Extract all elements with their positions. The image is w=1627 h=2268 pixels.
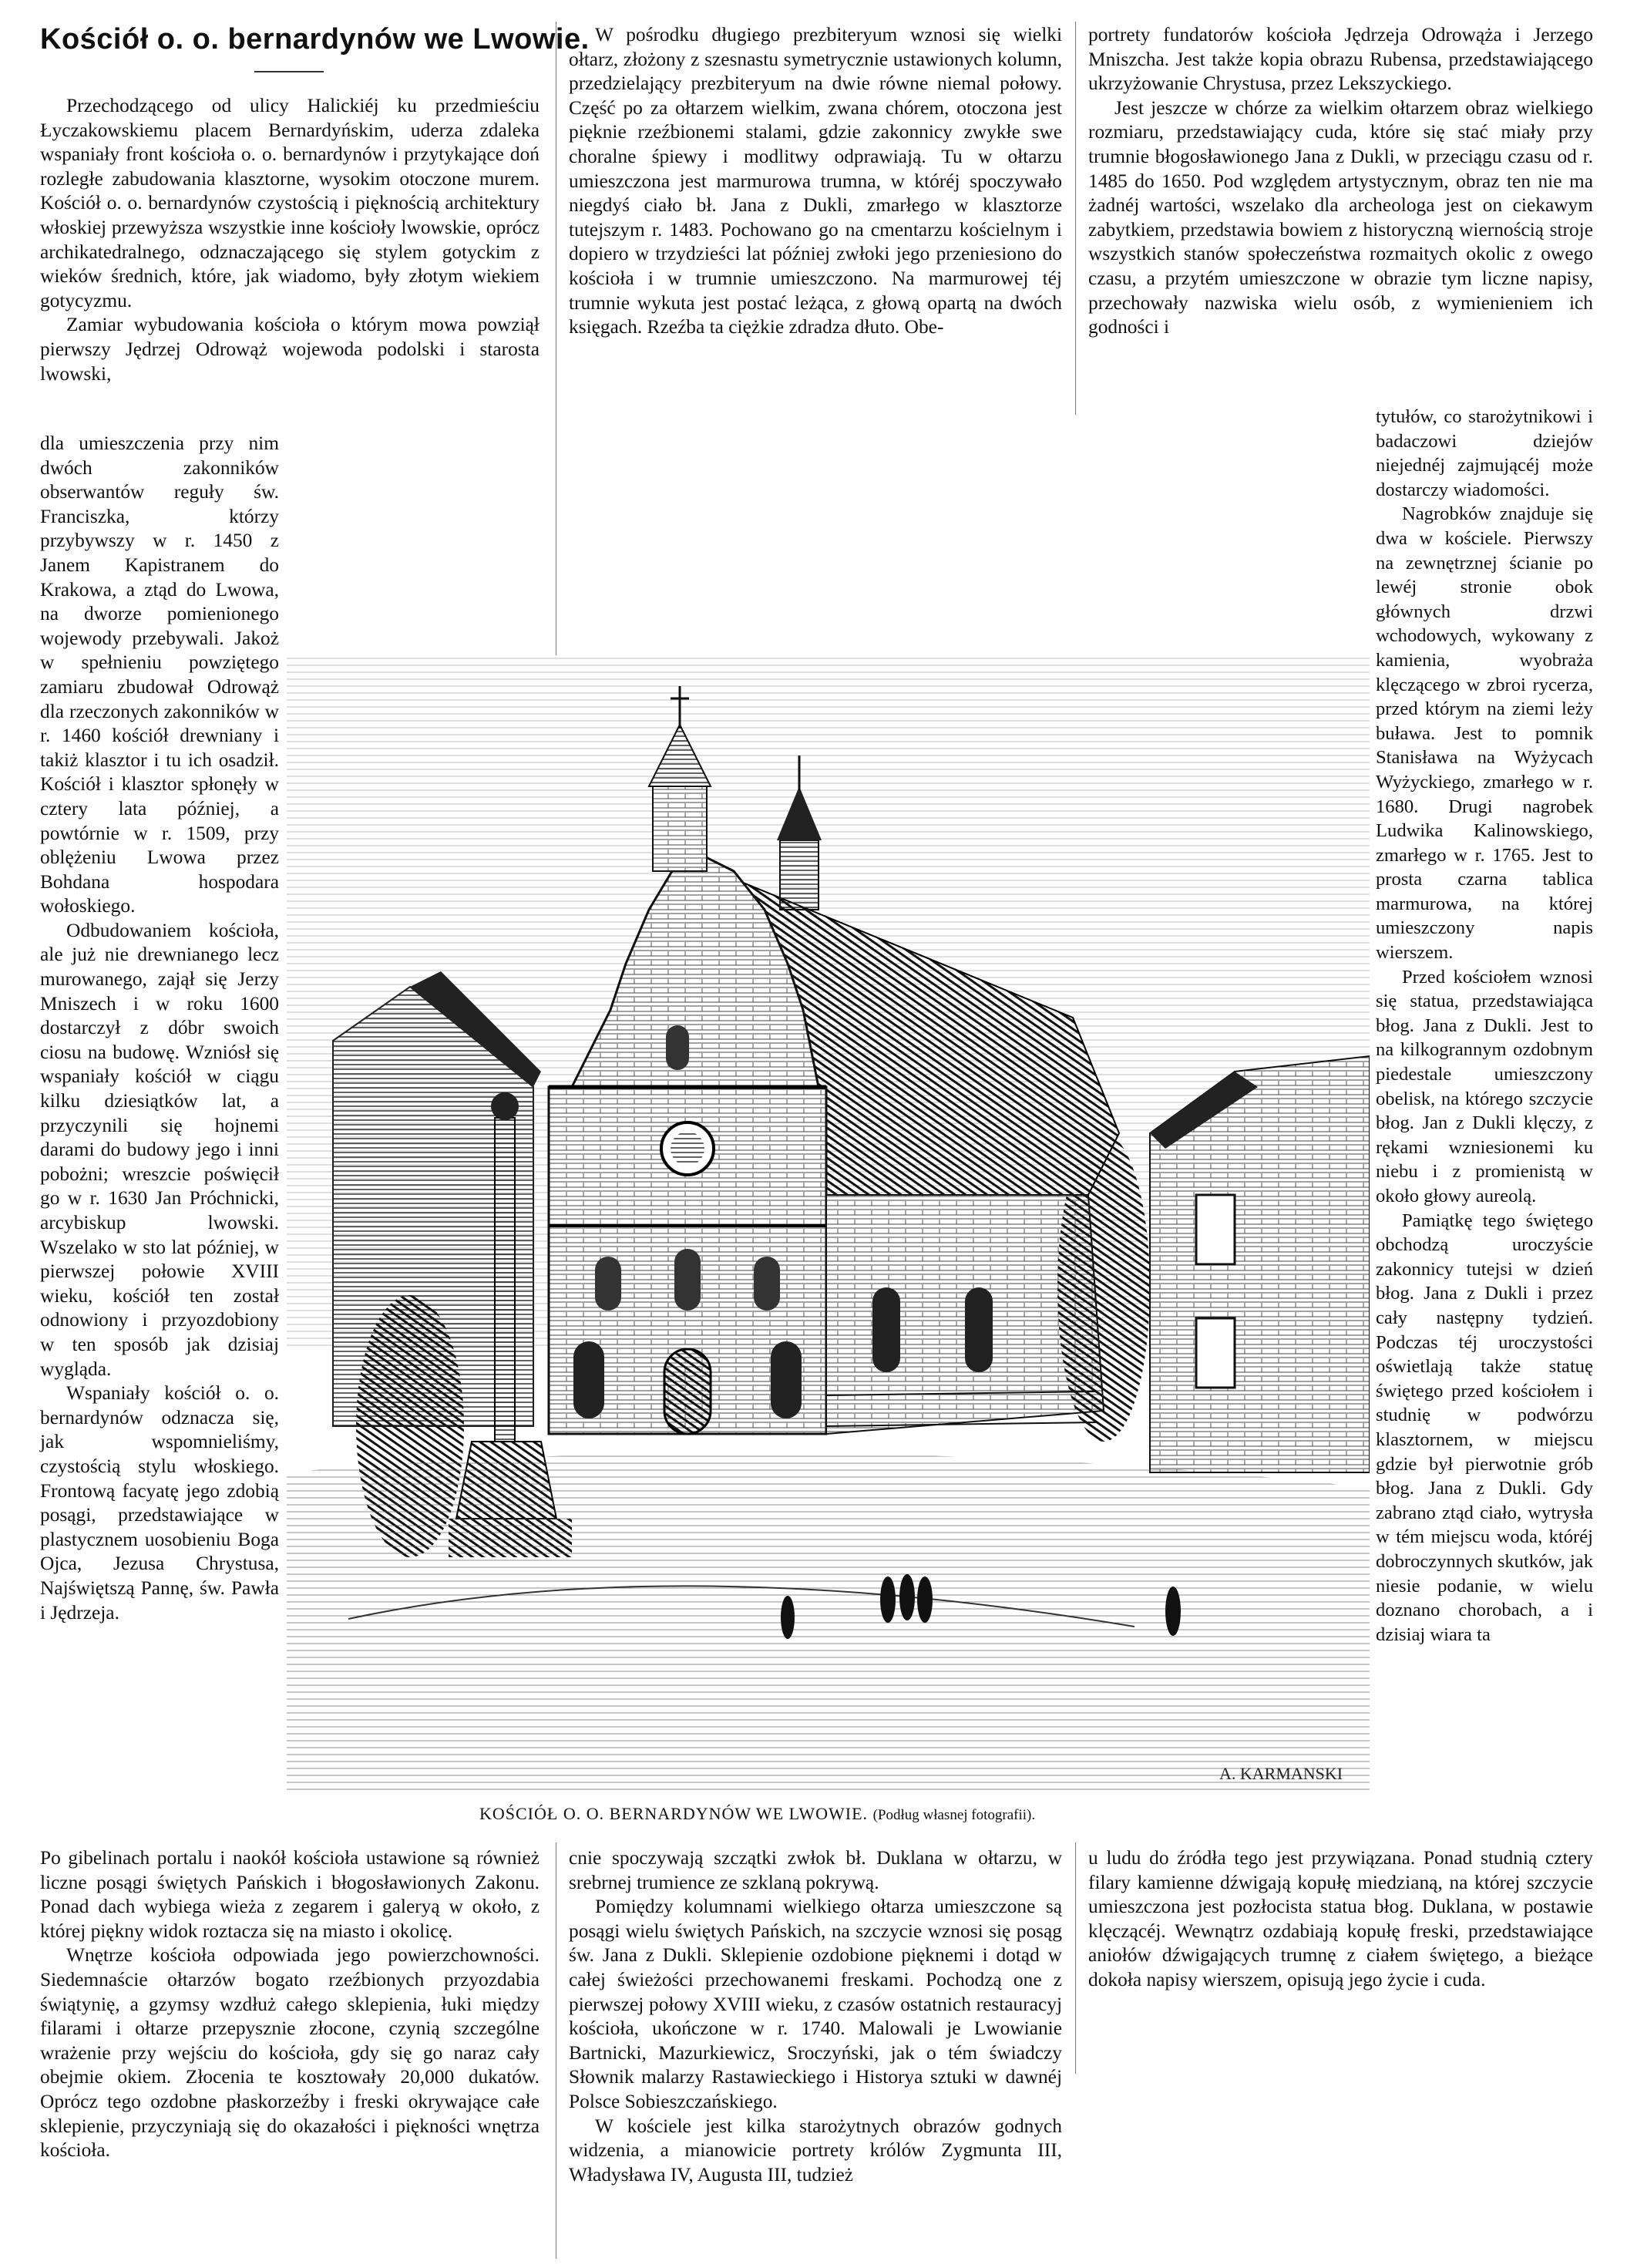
engraver-signature: A. KARMANSKI [1219,1764,1343,1783]
paragraph: W pośrodku długiego prezbiteryum wznosi się wielki ołtarz, złożony z szesnastu symetrycznie ustawionych kolumn, przedzielający prezbiteryum na dwie równe niemal połowy. Część po za ołtarzem wielkim, zwana chórem, otoczona jest pięknie rzeźbionemi stalami, gdzie zakonnicy zwykłe swe choralne śpiewy i modlitwy odprawiają. Tu w ołtarzu umieszczona jest marmurowa trumna, w któréj spoczywało niegdyś ciało bł. Jana z Dukli, zmarłego w klasztorze tutejszym r. 1483. Pochowano go na cmentarzu kościelnym i dopiero w trzydzieści lat później zwłoki jego przeniesiono do kościoła i w trumnie umieszczono. Na marmurowej téj trumnie wykuta jest postać leżąca, z głową opartą na dwóch księgach. Rzeźba ta ciężkie zdradza dłuto. Obe- [569,24,1062,338]
paragraph: Przed kościołem wznosi się statua, przedstawiająca błog. Jana z Dukli. Jest to na kilkogrannym ozdobnym piedestale umieszczony obelisk, na którego szczycie błog. Jan z Dukli klęczy, z rękami wzniesionemi ku niebu i z promienistą w około głowy aureolą. [1376,966,1593,1206]
paragraph: Pomiędzy kolumnami wielkiego ołtarza umieszczone są posągi wielu świętych Pańskich, na szczycie wznosi się posąg św. Jana z Dukli. Sklepienie ozdobione pięknemi i dotąd w całej świeżości przechowanemi freskami. Pochodzą one z pierwszej połowy XVIII wieku, z czasów ostatnich restauracyj kościoła, ukończone w r. 1740. Malowali je Lwowianie Bartnicki, Mazurkiewicz, Sroczyński, jak o tém świadczy Słownik malarzy Rastawieckiego i Historya sztuki w dawnéj Polsce Sobieszczańskiego. [569,1896,1062,2112]
paragraph: u ludu do źródła tego jest przywiązana. Ponad studnią cztery filary kamienne dźwigają kopułę miedzianą, na której szczycie umieszczona jest pozłocista statua błog. Duklana, w postawie klęczącéj. Wewnątrz ozdabiają kopułę freski, przedstawiające aniołów dźwigających trumnę z ciałem świętego, a bieżące dokoła napisy wierszem, opisują jego życie i cuda. [1088,1847,1593,1990]
paragraph: portrety fundatorów kościoła Jędrzeja Odrowąża i Jerzego Mniszcha. Jest także kopia obrazu Rubensa, przedstawiającego ukrzyżowanie Chrystusa, przez Lekszyckiego. [1088,24,1593,95]
paragraph: Odbudowaniem kościoła, ale już nie drewnianego lecz murowanego, zajął się Jerzy Mniszech i w roku 1600 dostarczył z dóbr swoich ciosu na budowę. Wzniósł się wspaniały kościół w ciągu kilku dziesiątków lat, a przyczynili się hojnemi darami do budowy jego i inni pobożni; wreszcie poświęcił go w r. 1630 Jan Próchnicki, arcybiskup lwowski. Wszelako w sto lat później, w pierwszej połowie XVIII wieku, kościół ten został odnowiony i przyozdobiony w ten sposób jak dzisiaj wygląda. [40,919,279,1380]
paragraph: cnie spoczywają szczątki zwłok bł. Duklana w ołtarzu, w srebrnej trumience ze szklaną pokrywą. [569,1847,1062,1893]
column-3-narrow-text [1376,405,1593,1647]
caption-source: (Podług własnej fotografii). [872,1807,1036,1823]
column-1-top-text [40,94,540,386]
paragraph: Wnętrze kościoła odpowiada jego powierzchowności. Siedemnaście ołtarzów bogato rzeźbionych przyozdabia świątynię, a gzymsy wzdłuż całego sklepienia, łuki między filarami i ołtarze przepysznie złocone, czynią szczególne wrażenie przy wejściu do kościoła, gdy się go naraz cały obejmie okiem. Złocenia te kosztowały 20,000 dukatów. Oprócz tego ozdobne płaskorzeźby i freski okrywające całe sklepienie, przyczyniają się do okazałości i piękności wnętrza kościoła. [40,1944,540,2162]
column-1-bottom-text [40,1846,540,2163]
column-divider-2 [1075,22,1076,415]
column-2-top-text [569,23,1062,340]
paragraph: dla umieszczenia przy nim dwóch zakonników obserwantów reguły św. Franciszka, którzy przybywszy w r. 1450 z Janem Kapistranem do Krakowa, a ztąd do Lwowa, na dworze pomienionego wojewody przebywali. Jakoż w spełnieniu powziętego zamiaru zbudował Odrowąż dla rzeczonych zakonników w r. 1460 kościół drewniany i takiż klasztor i tu ich osadził. Kościół i klasztor spłonęły w cztery lata później, a powtórnie w r. 1509, przy oblężeniu Lwowa przez Bohdana hospodara wołoskiego. [40,432,279,917]
paragraph: Pamiątkę tego świętego obchodzą uroczyście zakonnicy tutejsi w dzień błog. Jana z Dukli i przez cały następny tydzień. Podczas téj uroczystości oświetlają także statuę świętego przed kościołem i studnię w podwórzu klasztornem, w miejscu gdzie był pierwotnie grób błog. Jana z Dukli. Gdy zabrano ztąd ciało, wytrysła w tém miejscu woda, któréj dobroczynnych skutków, jak niesie podanie, w wielu doznano chorobach, a i dzisiaj wiara ta [1376,1210,1593,1645]
paragraph: tytułów, co starożytnikowi i badaczowi dziejów niejednéj zajmującéj może dostarczy wiadomości. [1376,406,1593,500]
illustration-caption [479,1804,1035,1824]
column-3-bottom-text [1088,1846,1593,1993]
column-2-bottom-text [569,1846,1062,2187]
paragraph: Przechodzącego od ulicy Halickiéj ku przedmieściu Łyczakowskiemu placem Bernardyńskim, uderza zdaleka wspaniały front kościoła o. o. bernardynów i przytykające doń rozległe zabudowania klasztorne, wysokim otoczone murem. Kościół o. o. bernardynów czystością i pięknością architektury włoskiej przewyższa wszystkie inne kościoły lwowskie, oprócz archikatedralnego, odznaczającego się stylem gotyckim z wieków średnich, które, jak wiadomo, były złotym wiekiem gotycyzmu. [40,95,540,311]
page-title: Kościół o. o. bernardynów we Lwowie. [40,23,590,56]
paragraph: Nagrobków znajduje się dwa w kościele. Pierwszy na zewnętrznej ścianie po lewéj stronie obok głównych drzwi wchodowych, wykowany z kamienia, wyobraża klęczącego w zbroi rycerza, przed którym na ziemi leży buława. Jest to pomnik Stanisława na Wyżycach Wyżyckiego, zmarłego w r. 1680. Drugi nagrobek Ludwika Kalinowskiego, zmarłego w r. 1765. Jest to prosta czarna tablica marmurowa, na której umieszczony napis wierszem. [1376,503,1593,964]
paragraph: Jest jeszcze w chórze za wielkim ołtarzem obraz wielkiego rozmiaru, przedstawiający cuda, które się stać miały przy trumnie błogosławionego Jana z Dukli, w przeciągu czasu od r. 1485 do 1650. Pod względem artystycznym, obraz ten nie ma żadnéj wartości, wszelako dla archeologa jest on ciekawym zabytkiem, przedstawia bowiem z historyczną wiernością stroje wszystkich stanów społeczeństwa rozmaitych okolic z owego czasu, a przytém umieszczone w obrazie tym liczne napisy, przechowały nazwiska wielu osób, z wymienieniem ich godności i [1088,96,1593,338]
column-1-narrow-text [40,432,279,1625]
column-3-top-text [1088,23,1593,340]
paragraph: Zamiar wybudowania kościoła o którym mowa powziął pierwszy Jędrzej Odrowąż wojewoda podolski i starosta lwowski, [40,314,540,385]
title-divider [254,71,324,72]
caption-main: KOŚCIÓŁ O. O. BERNARDYNÓW WE LWOWIE. [479,1804,869,1823]
column-divider-4 [1075,1842,1076,2074]
paragraph: Wspaniały kościół o. o. bernardynów odznacza się, jak wspomnieliśmy, czystością stylu włoskiego. Frontową facyatę jego zdobią posągi, przedstawiające w plastycznem uosobieniu Boga Ojca, Jezusa Chrystusa, Najświętszą Pannę, św. Pawła i Jędrzeja. [40,1382,279,1624]
paragraph: Po gibelinach portalu i naokół kościoła ustawione są również liczne posągi świętych Pańskich i błogosławionych Zakonu. Ponad dach wybiega wieża z zegarem i galeryą w około, z której piękny widok roztacza się na miasto i okolicę. [40,1847,540,1942]
paragraph: W kościele jest kilka starożytnych obrazów godnych widzenia, a mianowicie portrety królów Zygmunta III, Władysława IV, Augusta III, tudzież [569,2115,1062,2186]
church-engraving [287,655,1370,1795]
